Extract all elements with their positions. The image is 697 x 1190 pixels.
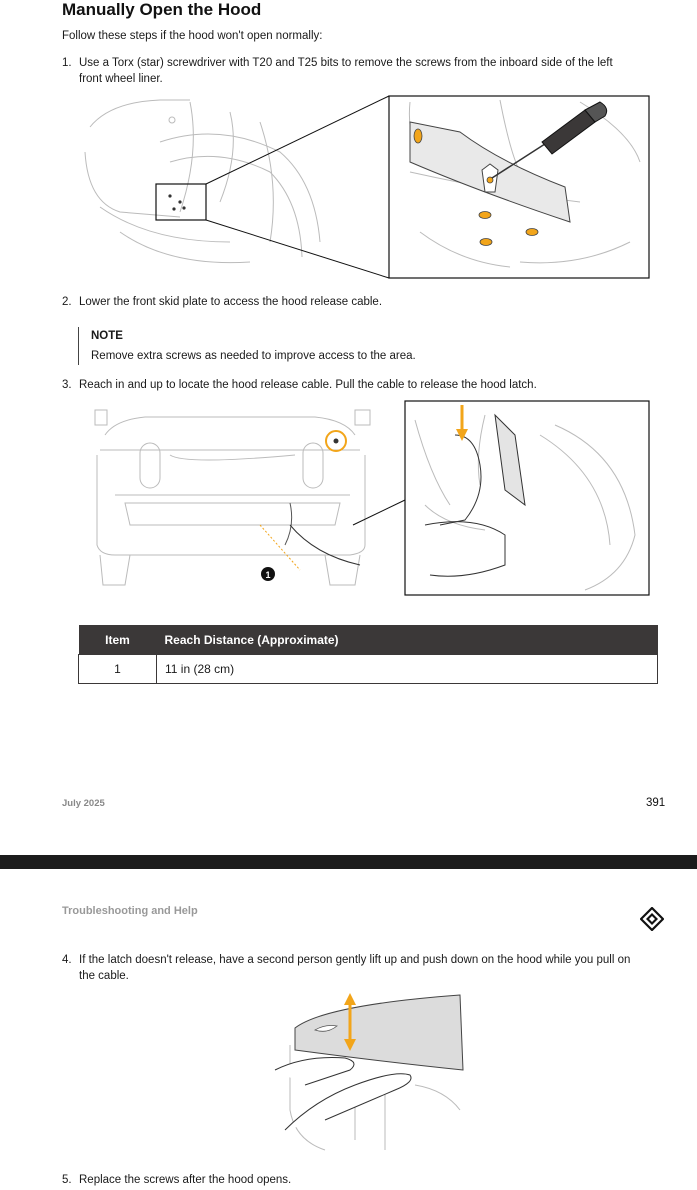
section-header: Troubleshooting and Help bbox=[62, 905, 198, 917]
step-number: 4. bbox=[62, 954, 72, 966]
note-title: NOTE bbox=[91, 330, 123, 342]
step-5 bbox=[62, 1172, 662, 1188]
wheel-liner-illustration bbox=[80, 92, 655, 287]
table-header-row bbox=[79, 625, 658, 655]
step-number: 5. bbox=[62, 1174, 72, 1186]
step-text-line2: the cable. bbox=[79, 970, 129, 982]
page-number: 391 bbox=[646, 797, 666, 809]
page-title: Manually Open the Hood bbox=[62, 0, 262, 19]
page-separator bbox=[0, 855, 697, 869]
step-text-line1: Use a Torx (star) screwdriver with T20 and T25 bits to remove the screws from the inboard side of the left bbox=[79, 57, 613, 69]
step-3 bbox=[62, 377, 662, 393]
column-header-reach-distance: Reach Distance (Approximate) bbox=[157, 625, 658, 655]
note-text: Remove extra screws as needed to improve access to the area. bbox=[91, 350, 416, 362]
footer-date: July 2025 bbox=[62, 798, 105, 809]
zoom-detail-box-2 bbox=[405, 401, 649, 595]
step-1 bbox=[62, 55, 662, 89]
fender-line bbox=[90, 100, 190, 127]
brand-diamond-icon bbox=[640, 907, 664, 931]
reach-distance-table bbox=[78, 625, 658, 684]
step-number: 2. bbox=[62, 296, 72, 308]
step-number: 3. bbox=[62, 379, 72, 391]
callout-1-number: 1 bbox=[265, 570, 271, 580]
lift-hood-illustration bbox=[265, 990, 470, 1155]
step-text-line1: Lower the front skid plate to access the hood release cable. bbox=[79, 296, 383, 308]
table-row bbox=[79, 655, 658, 684]
step-text-line2: front wheel liner. bbox=[79, 73, 163, 85]
intro-text: Follow these steps if the hood won't open normally: bbox=[62, 30, 323, 42]
step-text-line1: Reach in and up to locate the hood release cable. Pull the cable to release the hood latch. bbox=[79, 379, 537, 391]
reach-dimension-line bbox=[260, 525, 300, 570]
table-cell-item: 1 bbox=[79, 655, 157, 684]
step-4 bbox=[62, 952, 672, 986]
step-number: 1. bbox=[62, 57, 72, 69]
step-2 bbox=[62, 294, 662, 310]
column-header-item: Item bbox=[79, 625, 157, 655]
step-text-line1: Replace the screws after the hood opens. bbox=[79, 1174, 292, 1186]
note-bar bbox=[78, 327, 79, 365]
hood-release-illustration bbox=[85, 395, 655, 600]
table-cell-reach: 11 in (28 cm) bbox=[157, 655, 658, 684]
step-text-line1: If the latch doesn't release, have a second person gently lift up and push down on the hood while you pull on bbox=[79, 954, 631, 966]
